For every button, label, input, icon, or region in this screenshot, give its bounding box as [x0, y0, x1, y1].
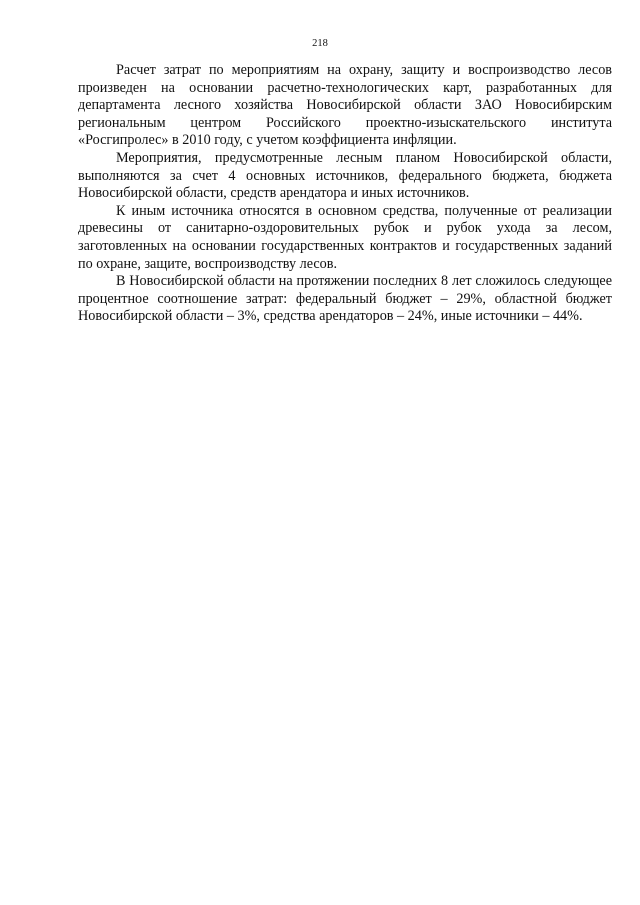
paragraph-funding-sources: Мероприятия, предусмотренные лесным планом Новосибирской области, выполняются за счет 4 основных источников, федерального бюджета, бюджета Новосибирской области, средств арендатора и иных источников. — [78, 149, 612, 202]
page-number: 218 — [312, 38, 328, 49]
paragraph-cost-ratio: В Новосибирской области на протяжении последних 8 лет сложилось следующее процентное соотношение затрат: федеральный бюджет – 29%, областной бюджет Новосибирской области – 3%, средства арендаторов – 24%, иные источники – 44%. — [78, 273, 612, 325]
paragraph-other-sources: К иным источника относятся в основном средства, полученные от реализации древесины от санитарно-оздоровительных рубок и рубок ухода за лесом, заготовленных на основании государственных контрактов и государственных заданий по охране, защите, воспроизводству лесов. — [78, 202, 612, 272]
paragraph-cost-calculation: Расчет затрат по мероприятиям на охрану, защиту и воспроизводство лесов произведен на основании расчетно-технологических карт, разработанных для департамента лесного хозяйства Новосибирской области ЗАО Новосибирским региональным центром Российского проектно-изыскательского института «Росгипролес» в 2010 году, с учетом коэффициента инфляции. — [78, 62, 612, 149]
document-body — [78, 62, 612, 326]
